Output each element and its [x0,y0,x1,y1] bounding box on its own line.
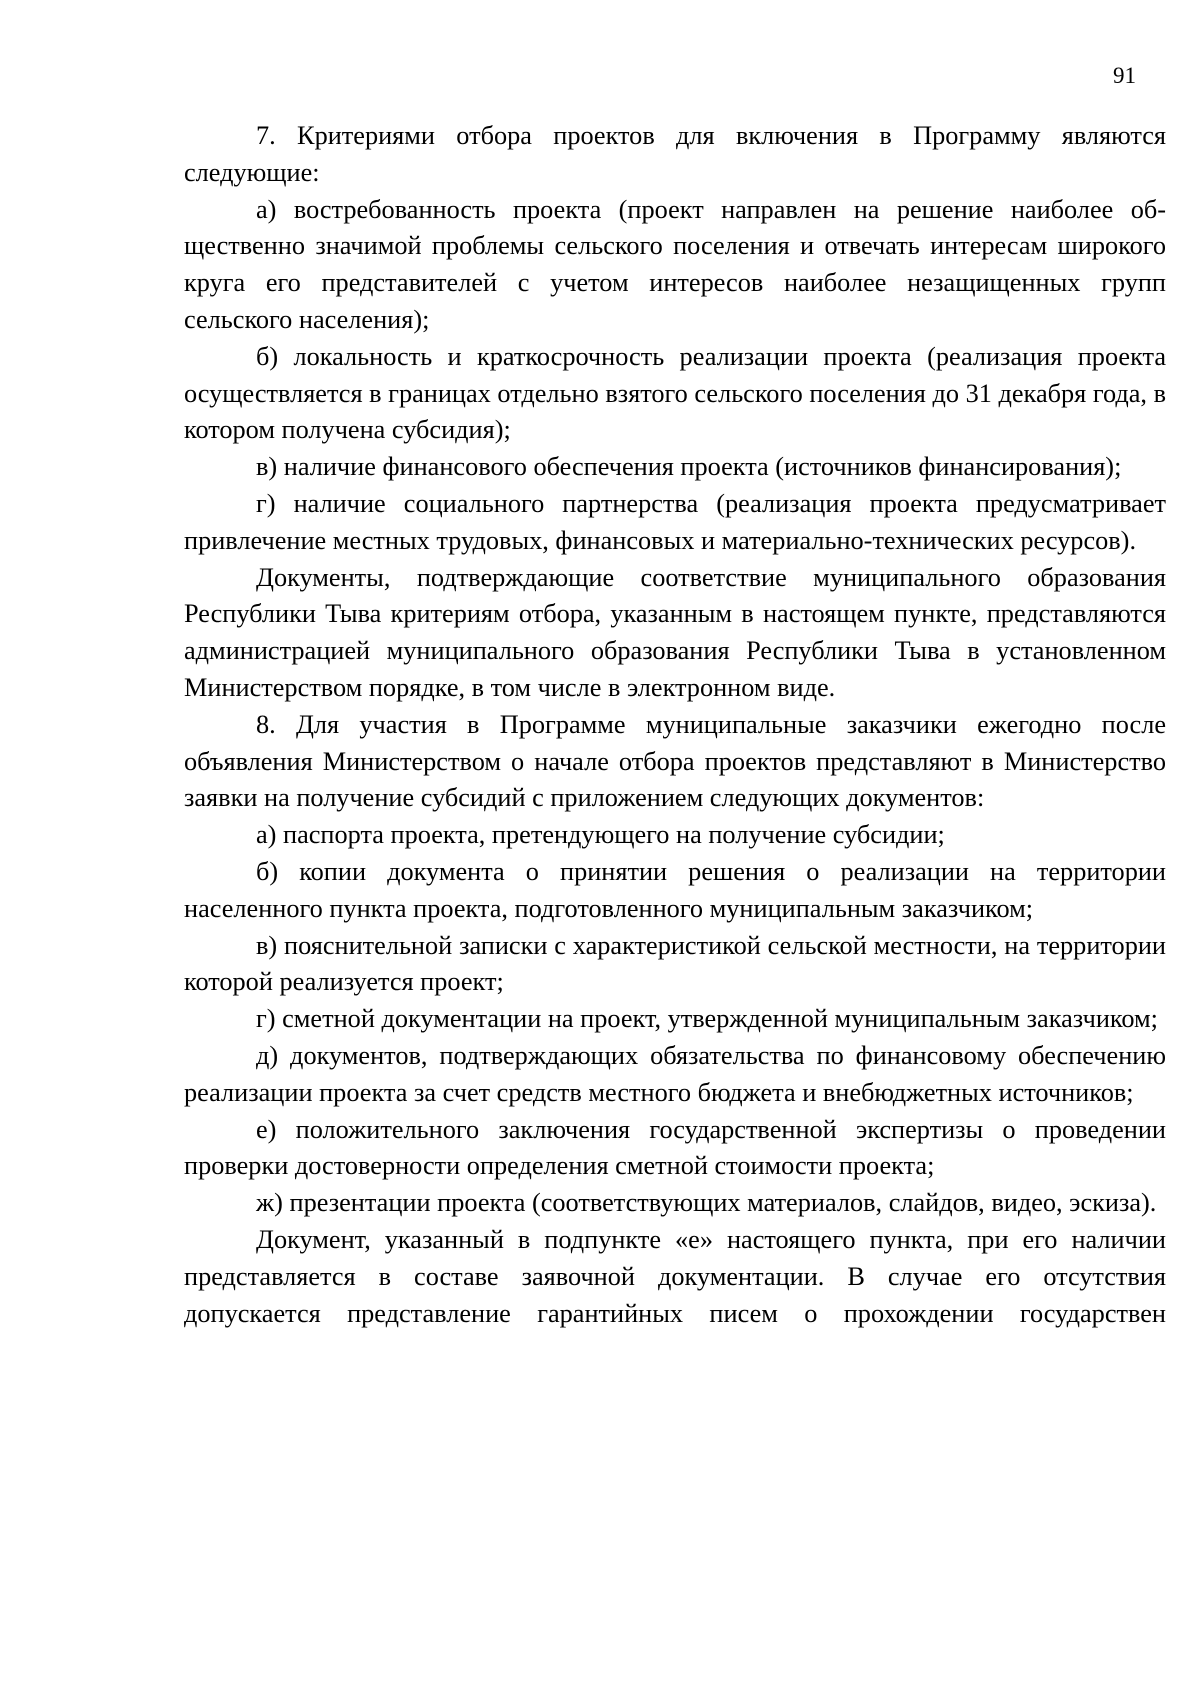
paragraph-criterion-g: г) наличие социального партнерства (реализация проекта предусматривает привлечение местных трудовых, финансовых и материально-технических ресурсов). [184,488,1166,555]
paragraph-criterion-a: а) востребованность проекта (проект направлен на решение наиболее общественно значимой проблемы сельского поселения и отвечать интересам широкого круга его представителей с учетом интересов наиболее незащищенных групп сельского населения); [184,194,1166,334]
paragraph-doc-e: е) положительного заключения государственной экспертизы о проведении проверки достоверности определения сметной стоимости проекта; [184,1114,1166,1181]
paragraph-criterion-v: в) наличие финансового обеспечения проекта (источников финансирования); [256,452,1122,482]
paragraph-doc-zh: ж) презентации проекта (соответствующих материалов, слайдов, видео, эскиза). [256,1188,1157,1218]
paragraph-criterion-b: б) локальность и краткосрочность реализации проекта (реализация проекта осуществляется в границах отдельно взятого сельского поселения до 31 декабря года, в котором получена субсидия); [184,341,1166,445]
paragraph-doc-v: в) пояснительной записки с характеристикой сельской местности, на территории которой реализуется проект; [184,930,1166,997]
paragraph-doc-g: г) сметной документации на проект, утвержденной муниципальным заказчиком; [256,1004,1158,1034]
paragraph-criteria-intro: 7. Критериями отбора проектов для включения в Программу являются следующие: [184,121,1166,187]
paragraph-document-e-note: Документ, указанный в подпункте «е» настоящего пункта, при его наличии представляется в составе заявочной документации. В случае его отсутствия допускается представление гарантийных писем о прохождении государствен [184,1224,1166,1328]
paragraph-participation: 8. Для участия в Программе муниципальные заказчики ежегодно после объявления Министерством о начале отбора проектов представляют в Министерство заявки на получение субсидий с приложением следующих документов: [184,709,1166,813]
paragraph-doc-a: а) паспорта проекта, претендующего на получение субсидии; [256,820,945,850]
page-number: 91 [1113,63,1136,88]
paragraph-doc-b: б) копии документа о принятии решения о реализации на территории населенного пункта проекта, подготовленного муниципальным заказчиком; [184,856,1166,923]
document-body [184,118,1166,1332]
paragraph-doc-d: д) документов, подтверждающих обязательства по финансовому обеспечению реализации проекта за счет средств местного бюджета и внебюджетных источников; [184,1040,1166,1107]
paragraph-documents-confirm: Документы, подтверждающие соответствие муниципального образования Республики Тыва критериям отбора, указанным в настоящем пункте, представляются администрацией муниципального образования Республики Тыва в установленном Министерством порядке, в том числе в электронном виде. [184,562,1166,702]
